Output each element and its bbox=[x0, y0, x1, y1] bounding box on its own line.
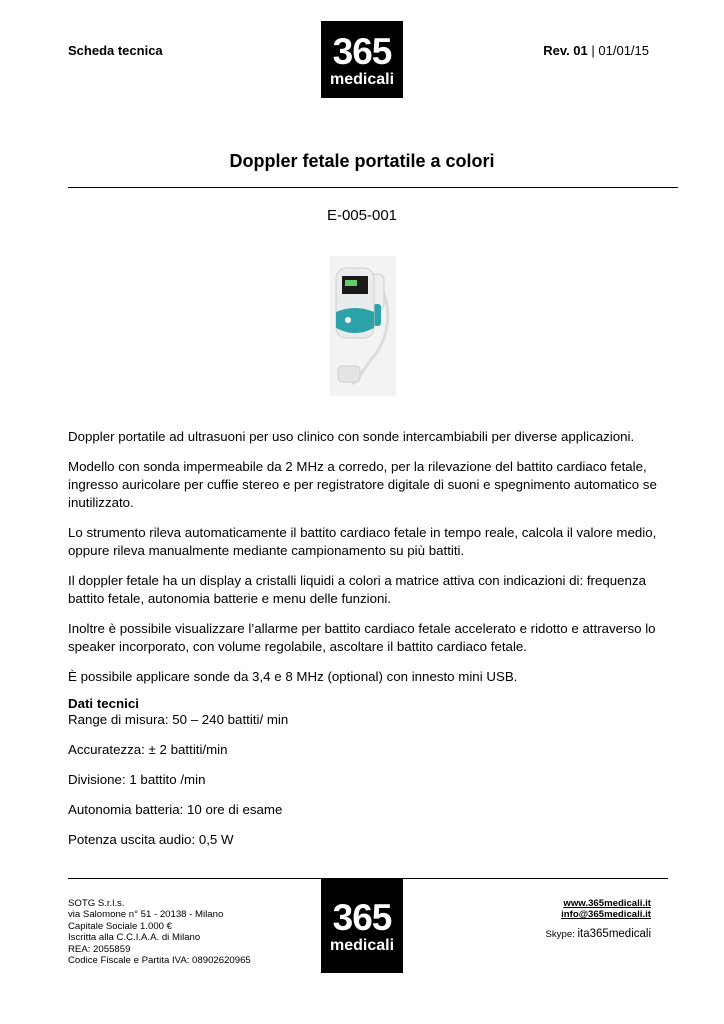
company-line: via Salomone n° 51 - 20138 - Milano bbox=[68, 909, 224, 921]
brand-logo-top bbox=[321, 21, 403, 98]
revision-info bbox=[543, 43, 649, 58]
spec-item: Divisione: 1 battito /min bbox=[68, 772, 206, 787]
product-image bbox=[330, 256, 396, 396]
brand-logo-bottom bbox=[321, 879, 403, 973]
company-line: Codice Fiscale e Partita IVA: 08902620965 bbox=[68, 955, 251, 967]
description bbox=[68, 428, 658, 698]
title-divider bbox=[68, 187, 678, 188]
company-line: Capitale Sociale 1.000 € bbox=[68, 920, 173, 932]
paragraph: Doppler portatile ad ultrasuoni per uso clinico con sonde intercambiabili per diverse applicazioni. bbox=[68, 429, 635, 444]
paragraph: Modello con sonda impermeabile da 2 MHz a corredo, per la rilevazione del battito cardiaco fetale, ingresso auricolare per cuffie stereo e per registratore digitale di suoni e spegnimento automatico se inutilizzato. bbox=[68, 459, 657, 510]
product-code: E-005-001 bbox=[326, 207, 398, 224]
revision-separator: | bbox=[587, 43, 599, 58]
paragraph: Lo strumento rileva automaticamente il battito cardiaco fetale in tempo reale, calcola il valore medio, oppure rileva manualmente mediante campionamento su più battiti. bbox=[68, 525, 657, 558]
skype-contact bbox=[545, 929, 651, 940]
revision-label: Rev. 01 bbox=[543, 43, 588, 58]
screen-readout bbox=[345, 280, 357, 286]
paragraph: Inoltre è possibile visualizzare l’allarme per battito cardiaco fetale accelerato e ridotto e attraverso lo speaker incorporato, con volume regolabile, ascoltare il battito cardiaco fetale. bbox=[68, 621, 656, 654]
company-line: REA: 2055859 bbox=[68, 943, 131, 955]
company-info bbox=[68, 898, 251, 966]
doppler-device-illustration bbox=[330, 256, 396, 396]
device-teal-panel bbox=[336, 308, 374, 333]
email-link[interactable]: info@365medicali.it bbox=[561, 909, 651, 921]
page-title: Doppler fetale portatile a colori bbox=[229, 151, 495, 171]
technical-specs bbox=[68, 696, 658, 862]
specs-heading: Dati tecnici bbox=[68, 696, 139, 711]
paragraph: È possibile applicare sonde da 3,4 e 8 MHz (optional) con innesto mini USB. bbox=[68, 669, 518, 684]
device-holder bbox=[338, 366, 360, 382]
logo-number: 365 bbox=[332, 897, 392, 938]
contact-info bbox=[545, 898, 651, 940]
website-link[interactable]: www.365medicali.it bbox=[563, 898, 651, 909]
revision-date: 01/01/15 bbox=[598, 43, 649, 58]
doc-type-label: Scheda tecnica bbox=[68, 43, 163, 58]
device-button bbox=[345, 317, 351, 323]
logo-number: 365 bbox=[332, 31, 392, 72]
spec-item: Accuratezza: ± 2 battiti/min bbox=[68, 742, 228, 757]
logo-word: medicali bbox=[329, 937, 395, 954]
spec-item: Autonomia batteria: 10 ore di esame bbox=[68, 802, 283, 817]
logo-word: medicali bbox=[329, 71, 395, 88]
paragraph: Il doppler fetale ha un display a cristalli liquidi a colori a matrice attiva con indicazioni di: frequenza battito fetale, autonomia batterie e menu delle funzioni. bbox=[68, 573, 646, 606]
company-line: Iscritta alla C.C.I.A.A. di Milano bbox=[68, 932, 201, 944]
company-line: SOTG S.r.l.s. bbox=[68, 898, 125, 909]
spec-item: Potenza uscita audio: 0,5 W bbox=[68, 832, 234, 847]
spec-item: Range di misura: 50 – 240 battiti/ min bbox=[68, 712, 289, 727]
skype-value: ita365medicali bbox=[577, 927, 651, 940]
skype-label: Skype: bbox=[545, 928, 578, 940]
